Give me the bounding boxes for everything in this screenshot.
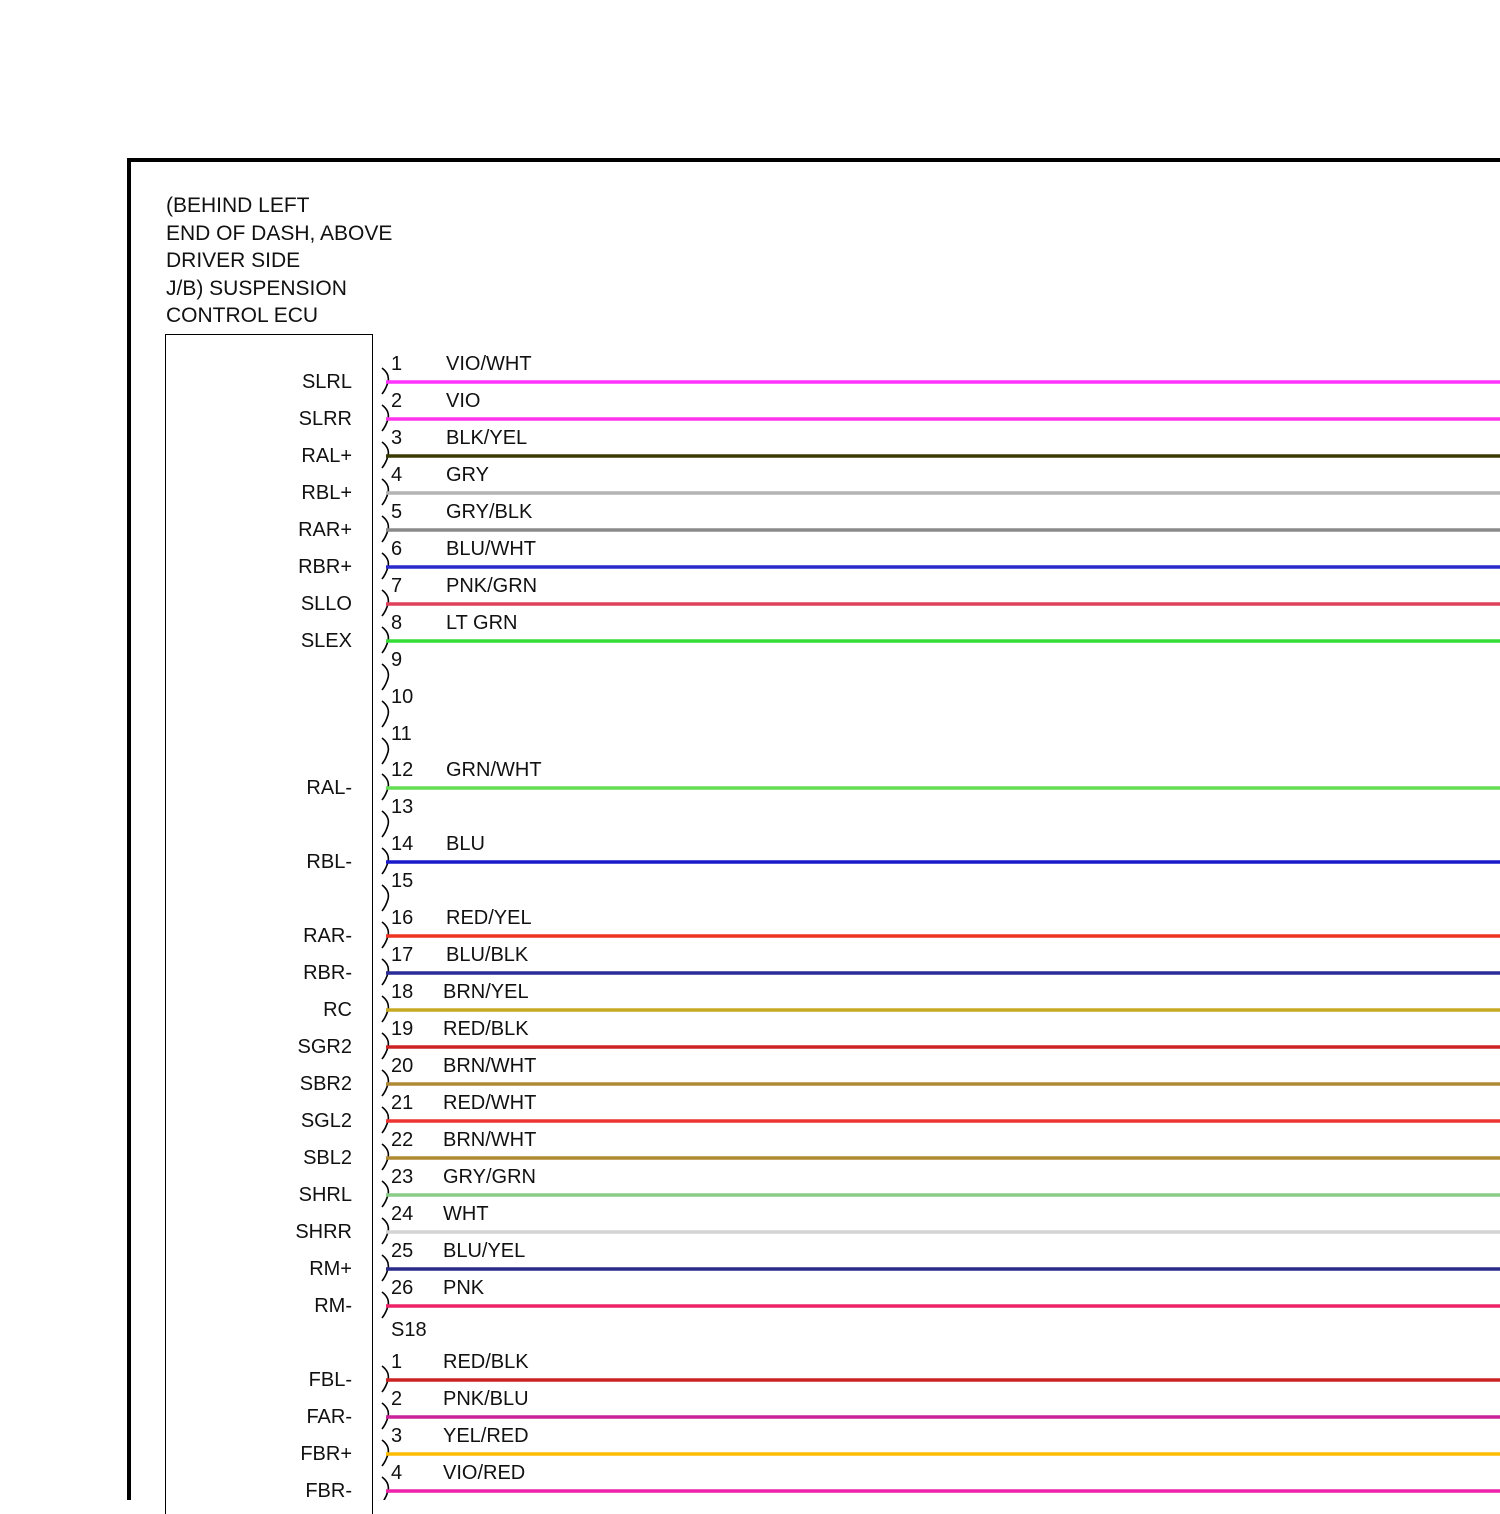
wire-color-label: RED/WHT bbox=[443, 1092, 537, 1114]
pin-number: 9 bbox=[391, 649, 403, 671]
wire-color-label: GRY/GRN bbox=[443, 1166, 536, 1188]
terminal-bracket bbox=[382, 738, 388, 764]
pin-number: 13 bbox=[391, 796, 414, 818]
pin-signal-label: RM- bbox=[314, 1295, 352, 1317]
pin-number: 21 bbox=[391, 1092, 414, 1114]
terminal-bracket bbox=[382, 701, 388, 727]
ecu-title-line: DRIVER SIDE bbox=[166, 249, 301, 273]
wire-color-label: BRN/WHT bbox=[443, 1055, 537, 1077]
pin-number: 1 bbox=[391, 1351, 403, 1373]
wire-color-label: BLK/YEL bbox=[446, 427, 528, 449]
pin-number: 4 bbox=[391, 464, 403, 486]
wire-color-label: VIO/RED bbox=[443, 1462, 526, 1484]
wire-color-label: BLU/YEL bbox=[443, 1240, 526, 1262]
wire-color-label: GRY/BLK bbox=[446, 501, 533, 523]
pin-number: 19 bbox=[391, 1018, 414, 1040]
wire-color-label: BLU bbox=[446, 833, 485, 855]
terminal-bracket bbox=[382, 885, 388, 911]
pin-number: 6 bbox=[391, 538, 403, 560]
pin-number: 8 bbox=[391, 612, 403, 634]
pin-signal-label: SGL2 bbox=[300, 1110, 352, 1132]
pin-number: 7 bbox=[391, 575, 403, 597]
pin-number: 15 bbox=[391, 870, 414, 892]
ecu-title-line: (BEHIND LEFT bbox=[166, 194, 310, 217]
wire-color-label: VIO bbox=[446, 390, 481, 412]
pin-signal-label: FBR- bbox=[305, 1480, 352, 1502]
pin-number: 26 bbox=[391, 1277, 414, 1299]
connector-s18-label: S18 bbox=[391, 1319, 427, 1341]
pin-number: 20 bbox=[391, 1055, 414, 1077]
pin-number: 10 bbox=[391, 686, 414, 708]
pin-number: 25 bbox=[391, 1240, 414, 1262]
pin-signal-label: FBL- bbox=[308, 1369, 352, 1391]
pin-signal-label: SLLO bbox=[300, 593, 352, 615]
pin-signal-label: SLRL bbox=[301, 371, 352, 393]
wire-color-label: RED/BLK bbox=[443, 1351, 529, 1373]
pin-number: 18 bbox=[391, 981, 414, 1003]
wire-color-label: GRN/WHT bbox=[446, 759, 542, 781]
pin-number: 23 bbox=[391, 1166, 414, 1188]
pin-number: 1 bbox=[391, 353, 403, 375]
pin-signal-label: SBR2 bbox=[299, 1073, 352, 1095]
wire-color-label: PNK/BLU bbox=[443, 1388, 529, 1410]
pin-signal-label: FBR+ bbox=[300, 1443, 352, 1465]
wire-color-label: RED/BLK bbox=[443, 1018, 529, 1040]
pin-number: 11 bbox=[391, 723, 412, 745]
pin-signal-label: SHRL bbox=[298, 1184, 352, 1206]
pin-number: 4 bbox=[391, 1462, 403, 1484]
wire-color-label: PNK bbox=[443, 1277, 485, 1299]
wire-color-label: YEL/RED bbox=[443, 1425, 529, 1447]
wire-color-label: BLU/WHT bbox=[446, 538, 536, 560]
pin-signal-label: RBL- bbox=[306, 851, 352, 873]
ecu-title-line: CONTROL ECU bbox=[166, 304, 319, 328]
pin-signal-label: RBR- bbox=[303, 962, 352, 984]
pin-number: 3 bbox=[391, 1425, 403, 1447]
pin-number: 22 bbox=[391, 1129, 414, 1151]
wire-color-label: PNK/GRN bbox=[446, 575, 538, 597]
pin-signal-label: RBL+ bbox=[301, 482, 352, 504]
pin-number: 3 bbox=[391, 427, 403, 449]
pin-number: 16 bbox=[391, 907, 414, 929]
ecu-title-line: J/B) SUSPENSION bbox=[166, 276, 347, 300]
wire-color-label: BRN/YEL bbox=[443, 981, 529, 1003]
pin-signal-label: SLRR bbox=[298, 408, 352, 430]
ecu-title-line: END OF DASH, ABOVE bbox=[166, 221, 393, 245]
pin-signal-label: RAL+ bbox=[301, 445, 352, 467]
pin-signal-label: SHRR bbox=[295, 1221, 352, 1243]
terminal-bracket bbox=[382, 811, 388, 837]
pin-signal-label: RC bbox=[323, 999, 352, 1021]
pin-number: 17 bbox=[391, 944, 414, 966]
wire-color-label: BLU/BLK bbox=[446, 944, 529, 966]
pin-number: 5 bbox=[391, 501, 403, 523]
pin-number: 12 bbox=[391, 759, 414, 781]
wire-color-label: BRN/WHT bbox=[443, 1129, 537, 1151]
pin-number: 2 bbox=[391, 390, 403, 412]
wire-color-label: WHT bbox=[443, 1203, 489, 1225]
terminal-bracket bbox=[382, 664, 388, 690]
wire-color-label: RED/YEL bbox=[446, 907, 532, 929]
pin-signal-label: RBR+ bbox=[298, 556, 352, 578]
pin-number: 24 bbox=[391, 1203, 414, 1225]
wire-color-label: VIO/WHT bbox=[446, 353, 532, 375]
pin-signal-label: RAR- bbox=[303, 925, 352, 947]
pin-number: 2 bbox=[391, 1388, 403, 1410]
pin-signal-label: SLEX bbox=[300, 630, 352, 652]
pin-signal-label: RAR+ bbox=[298, 519, 352, 541]
pin-signal-label: RM+ bbox=[309, 1258, 352, 1280]
pin-signal-label: SBL2 bbox=[303, 1147, 352, 1169]
wire-color-label: LT GRN bbox=[446, 612, 518, 634]
pin-signal-label: RAL- bbox=[306, 777, 352, 799]
pin-signal-label: FAR- bbox=[306, 1406, 352, 1428]
pin-number: 14 bbox=[391, 833, 414, 855]
terminal-bracket bbox=[382, 1477, 388, 1500]
pin-signal-label: SGR2 bbox=[297, 1036, 352, 1058]
wire-color-label: GRY bbox=[446, 464, 489, 486]
